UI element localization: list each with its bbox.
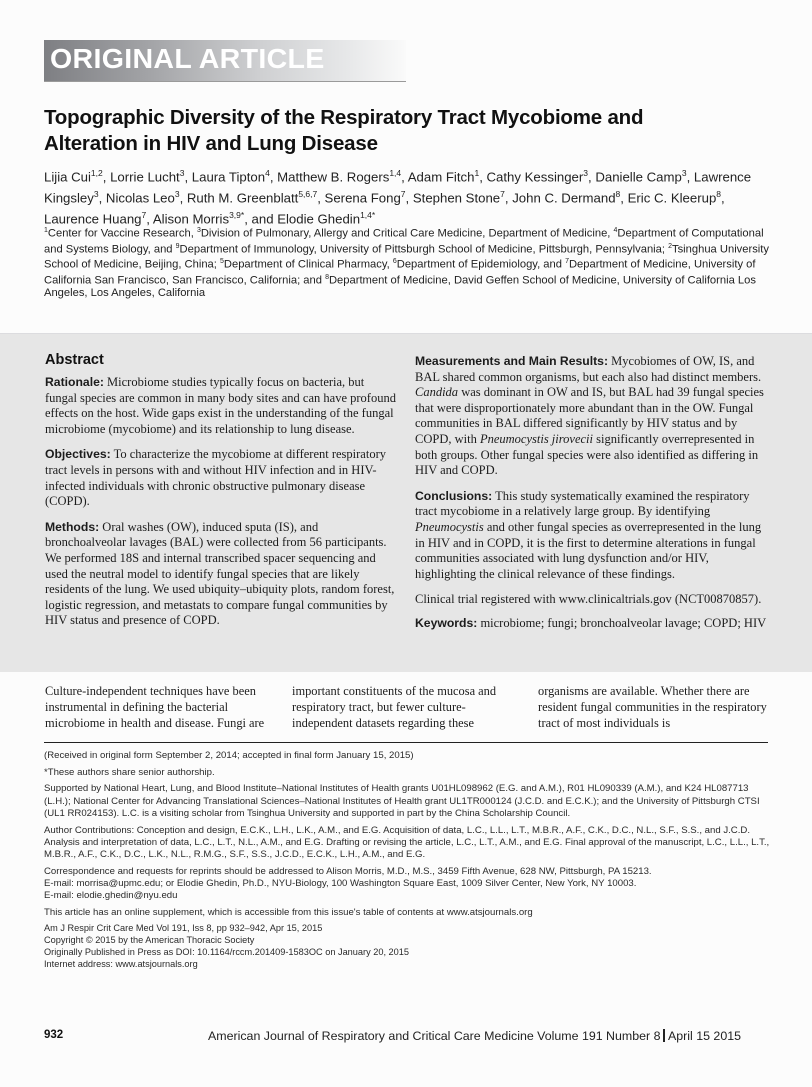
author-name: Serena Fong [324,190,401,206]
correspondence-line: E-mail: elodie.ghedin@nyu.edu [44,890,178,902]
body-column-3: organisms are available. Whether there are resident fungal communities in the respiratory tract of most individuals is [538,684,767,730]
author-affiliation-marker: 1 [474,168,480,178]
keywords-text: microbiome; fungi; bronchoalveolar lavage; COPD; HIV [477,615,767,630]
methods-label: Methods: [45,519,100,534]
journal-name: American Journal of Respiratory and Critical Care Medicine Volume 191 Number 8 [208,1029,661,1043]
citation: Am J Respir Crit Care Med Vol 191, Iss 8, pp 932–942, Apr 15, 2015 [44,923,323,934]
author-affiliation-marker: 4 [265,168,270,178]
author-name: Matthew B. Rogers [277,169,390,185]
author-name: Elodie Ghedin [277,211,361,227]
title-line-2: Alteration in HIV and Lung Disease [44,132,378,155]
author-list: Lijia Cui$^{1,2}$, Lorrie Lucht$^3$, Laura Tipton$^4$, Matthew B. Rogers$^{1,4}$, Adam Fitch$^1$, Cathy Kessinger$^3$, Danielle Camp$^3$, Lawrence Kingsley$^3$, Nicolas Leo$^3$, Ruth M. Greenblatt$^{5,6,7}$, Serena Fong$^7$, Stephen Stone$^7$, John C. Dermand$^8$, Eric C. Kleerup$^8$, Laurence Huang$^7$, Alison Morris$^{3,9*}$, and Elodie Ghedin$^{1,4*}$ [44,168,752,227]
author-name: Eric C. Kleerup [627,190,717,206]
author-name: Alison Morris [152,211,230,227]
article-title [44,105,764,157]
author-name: Ruth M. Greenblatt [186,190,299,206]
affiliation-text: Division of Pulmonary, Allergy and Critical Care Medicine, Department of Medicine, [200,227,614,240]
conclusions-label: Conclusions: [415,488,493,503]
doi: Originally Published in Press as DOI: 10.1164/rccm.201409-1583OC on January 20, 2015 [44,947,409,958]
affiliation-marker: 6 [392,258,397,266]
affiliation-text: Department of Immunology, University of Pittsburgh School of Medicine, Pittsburgh, Pennsylvania; [179,243,669,256]
footnotes [44,750,772,971]
author-affiliation-marker: 3 [93,188,99,199]
article-type-banner [44,40,406,82]
affiliation-marker: 8 [325,273,329,281]
results-text: was dominant in OW and IS, but BAL had 39 fungal species that were disproportionately more abundant than in the OW. Fungal communities in BAL differed significantly by HIV status and by COPD, with [415,385,764,446]
author-name: Lorrie Lucht [110,169,180,185]
objectives-text: To characterize the mycobiome at different respiratory tract levels in persons with and without HIV infection and in HIV-infected individuals with chronic obstructive pulmonary disease (COPD). [45,447,386,509]
affiliation-text: Tsinghua University School of Medicine, Beijing, China; [44,243,769,271]
affiliation-marker: 4 [613,227,618,234]
results-text: significantly overrepresented in both groups. Other fungal species were also identified as differing in HIV and COPD. [415,431,759,478]
author-name: Lijia Cui [44,169,91,185]
species-name: Pneumocystis jirovecii [479,431,593,446]
affiliation-marker: 1 [44,227,48,234]
author-name: Cathy Kessinger [486,169,584,185]
affiliations [44,225,774,300]
conclusions-text: This study systematically examined the respiratory tract mycobiome in a relatively large group. By identifying [415,488,750,519]
author-contributions: Author Contributions: Conception and design, E.C.K., L.H., L.K., A.M., and E.G. Acquisition of data, L.C., L.L., L.T., M.B.R., A.F., C.K., D.C., N.L., S.F., S.S., and J.C.D. Analysis and interpretation of data, L.C., L.T., N.L., A.M., and E.G. Drafting or revising the article, L.C., L.T., A.M., and E.G. Final approval of the manuscript, L.C., L.L., L.T., M.B.R., A.F., C.K., D.C., L.K., N.L., R.M.G., S.F., S.S., J.C.D., E.C.K., L.H., A.M., and E.G. [44,824,770,860]
author-affiliation-marker: 3 [179,168,185,178]
author-affiliation-marker: 8 [716,188,722,199]
abstract-right-column [415,354,773,642]
author-affiliation-marker: 7 [141,209,147,220]
internet-address: Internet address: www.atsjournals.org [44,958,198,969]
author-name: Nicolas Leo [105,190,175,206]
correspondence-line: Correspondence and requests for reprints should be addressed to Alison Morris, M.D., M.S., 3459 Fifth Avenue, 628 NW, Pittsburgh, PA 15213. [44,865,652,877]
online-supplement-note: This article has an online supplement, which is accessible from this issue's table of contents at www.atsjournals.org [44,906,533,918]
results-text: Mycobiomes of OW, IS, and BAL shared common organisms, but each also had distinct members. [415,354,762,384]
abstract-results [415,354,773,479]
affiliation-text: Department of Medicine, David Geffen School of Medicine, University of California Los Angeles, Los Angeles, California [44,274,756,300]
author-affiliation-marker: 3 [681,168,687,178]
author-affiliation-marker: 3 [583,168,589,178]
author-name: Adam Fitch [407,169,475,185]
author-name: Laura Tipton [191,169,266,185]
abstract-conclusions [415,489,773,583]
author-affiliation-marker: 1,4 [389,168,402,178]
results-label: Measurements and Main Results: [415,354,609,368]
abstract-left-column [45,375,397,639]
separator [663,1029,665,1042]
affiliation-text: Center for Vaccine Research, [47,227,197,240]
journal-metadata [44,923,772,970]
body-column-2: important constituents of the mucosa and respiratory tract, but fewer culture-independent datasets regarding these [292,684,497,730]
affiliation-marker: 2 [668,242,672,250]
footnote-divider [44,742,768,743]
affiliation-text: Department of Medicine, University of California San Francisco, San Francisco, California; and [44,258,756,287]
affiliation-marker: 3 [196,227,201,234]
article-type-label: ORIGINAL ARTICLE [50,43,325,74]
abstract-heading: Abstract [45,352,104,368]
received-dates: (Received in original form September 2, 2014; accepted in final form January 15, 2015) [44,750,414,761]
author-name: Danielle Camp [595,169,682,185]
rationale-text: Microbiome studies typically focus on bacteria, but fungal species are common in many body sites and can have profound effects on the host. Wide gaps exist in the understanding of the fungal microbiome (mycobiome) and its relationship to lung disease. [45,375,396,436]
issue-date: April 15 2015 [667,1029,741,1043]
objectives-label: Objectives: [45,447,111,462]
author-affiliation-marker: 7 [500,188,505,199]
funding-note: Supported by National Heart, Lung, and Blood Institute–National Institutes of Health grants U01HL098962 (E.G. and A.M.), R01 HL090339 (A.M.), and K24 HL087713 (L.H.); National Center for Advancing Translational Sciences–National Institutes of Health grant UL1TR000124 (J.C.D. and E.C.K.); and the University of Pittsburgh CTSI (UL1 RR024153). L.C. is a visiting scholar from Tsinghua University and supported in part by the China Scholarship Council. [44,783,760,819]
author-name: John C. Dermand [512,190,616,206]
keywords-label: Keywords: [415,615,478,630]
affiliation-text: Department of Epidemiology, and [396,258,566,271]
author-affiliation-marker: 1,4* [360,209,376,220]
body-column-1: Culture-independent techniques have been instrumental in defining the bacterial microbiome in health and disease. Fungi are [45,684,265,730]
abstract-methods [45,520,397,629]
affiliation-marker: 5 [220,258,224,266]
author-affiliation-marker: 3 [174,188,180,199]
species-name: Pneumocystis [415,519,484,534]
page-number: 932 [44,1029,64,1041]
copyright: Copyright © 2015 by the American Thoracic Society [44,935,255,946]
affiliation-marker: 9 [175,242,180,250]
correspondence-line: E-mail: morrisa@upmc.edu; or Elodie Ghedin, Ph.D., NYU-Biology, 100 Washington Square East, 1009 Silver Center, New York, NY 10003. [44,877,637,889]
body-text [45,683,770,733]
affiliation-text: Department of Clinical Pharmacy, [223,258,393,271]
author-affiliation-marker: 3,9* [229,209,245,220]
author-name: Laurence Huang [44,211,142,227]
species-name: Candida [415,385,459,400]
correspondence [44,866,772,903]
senior-authorship-note: *These authors share senior authorship. [44,766,215,778]
running-footer [208,1029,741,1043]
author-affiliation-marker: 1,2 [90,168,103,178]
author-affiliation-marker: 7 [400,188,406,199]
methods-text: Oral washes (OW), induced sputa (IS), and bronchoalveolar lavages (BAL) were collected from 56 participants. We performed 18S and internal transcribed spacer sequencing and used the neutral model to identify fungal species that are likely residents of the lung. We used ubiquity–ubiquity plots, random forest, logistic regression, and metastats to compare fungal communities by HIV status and presence of COPD. [45,519,395,628]
conclusions-text: and other fungal species as overrepresented in the lung in HIV and in COPD, it is the first to determine alterations in fungal communities associated with lung dysfunction and/or HIV, highlighting the clinical relevance of these findings. [415,519,762,581]
author-affiliation-marker: 5,6,7 [298,188,318,199]
author-name: Lawrence Kingsley [44,169,752,206]
author-name: Stephen Stone [412,190,501,206]
abstract-objectives [45,447,397,509]
clinical-trial-registration: Clinical trial registered with www.clinicaltrials.gov (NCT00870857). [415,592,762,607]
abstract-keywords [415,616,773,632]
abstract-rationale [45,375,397,437]
affiliation-text: Department of Computational and Systems Biology, and [44,227,764,256]
affiliation-marker: 7 [565,258,569,266]
author-affiliation-marker: 8 [615,188,621,199]
rationale-label: Rationale: [45,375,104,389]
title-line-1: Topographic Diversity of the Respiratory Tract Mycobiome and [44,106,644,129]
